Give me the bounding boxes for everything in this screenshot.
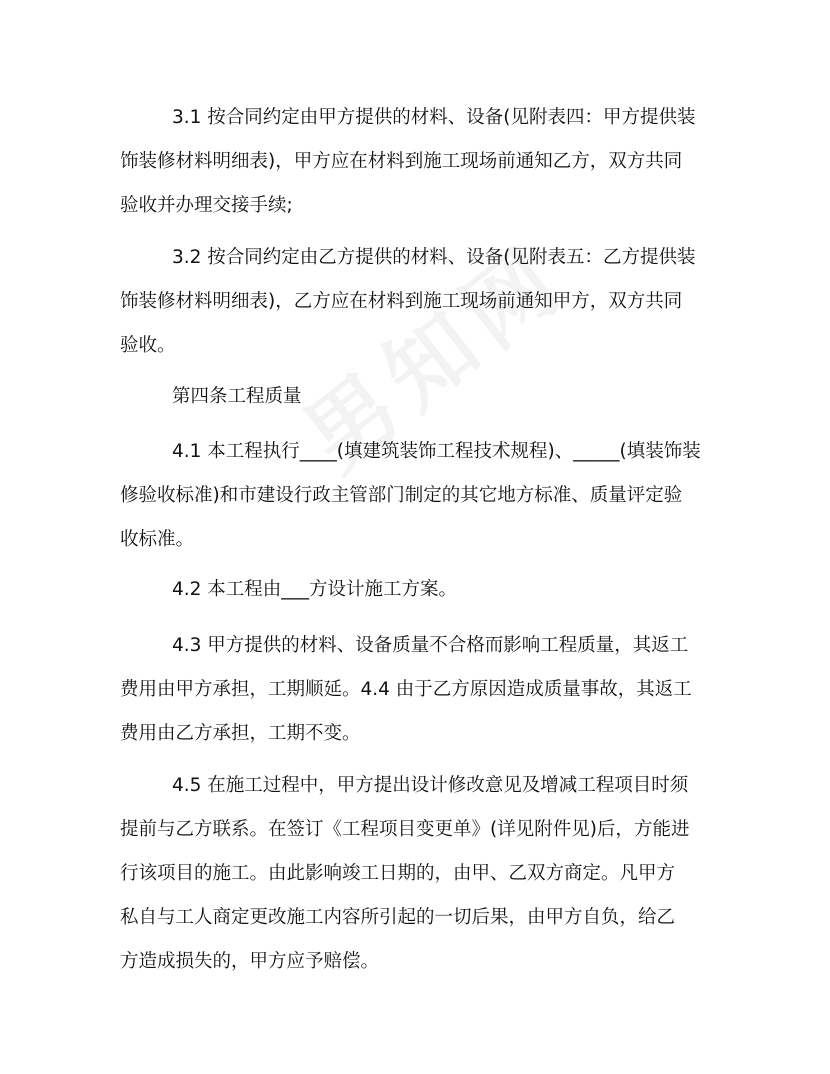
paragraph-4-3	[120, 624, 720, 756]
text-line: 收标准。	[120, 529, 195, 550]
text-line: 3.1 按合同约定由甲方提供的材料、设备(见附表四：甲方提供装	[172, 107, 696, 128]
text-line: 4.2 本工程由___方设计施工方案。	[172, 579, 458, 600]
paragraph-4-5	[120, 764, 720, 984]
section-heading: 第四条工程质量	[172, 386, 302, 407]
text-line: 私自与工人商定更改施工内容所引起的一切后果，由甲方自负，给乙	[120, 907, 676, 928]
paragraph-3-1	[120, 96, 720, 228]
text-line: 4.5 在施工过程中，甲方提出设计修改意见及增减工程项目时须	[172, 775, 689, 796]
text-line: 行该项目的施工。由此影响竣工日期的，由甲、乙双方商定。凡甲方	[120, 863, 676, 884]
section-heading-quality	[120, 375, 720, 419]
text-line: 费用由乙方承担，工期不变。	[120, 723, 361, 744]
text-line: 提前与乙方联系。在签订《工程项目变更单》(详见附件见)后，方能进	[120, 819, 690, 840]
text-line: 方造成损失的，甲方应予赔偿。	[120, 951, 380, 972]
paragraph-4-1	[120, 430, 720, 562]
text-line: 饰装修材料明细表)，甲方应在材料到施工现场前通知乙方，双方共同	[120, 151, 683, 172]
text-line: 4.3 甲方提供的材料、设备质量不合格而影响工程质量，其返工	[172, 635, 689, 656]
text-line: 费用由甲方承担，工期顺延。4.4 由于乙方原因造成质量事故，其返工	[120, 679, 692, 700]
text-line: 验收。	[120, 335, 176, 356]
text-line: 验收并办理交接手续;	[120, 195, 293, 216]
paragraph-4-2	[120, 568, 720, 612]
paragraph-3-2	[120, 236, 720, 368]
text-line: 饰装修材料明细表)，乙方应在材料到施工现场前通知甲方，双方共同	[120, 291, 683, 312]
text-line: 4.1 本工程执行____(填建筑装饰工程技术规程)、_____(填装饰装	[172, 441, 701, 462]
text-line: 修验收标准)和市建设行政主管部门制定的其它地方标准、质量评定验	[120, 485, 683, 506]
text-line: 3.2 按合同约定由乙方提供的材料、设备(见附表五：乙方提供装	[172, 247, 696, 268]
